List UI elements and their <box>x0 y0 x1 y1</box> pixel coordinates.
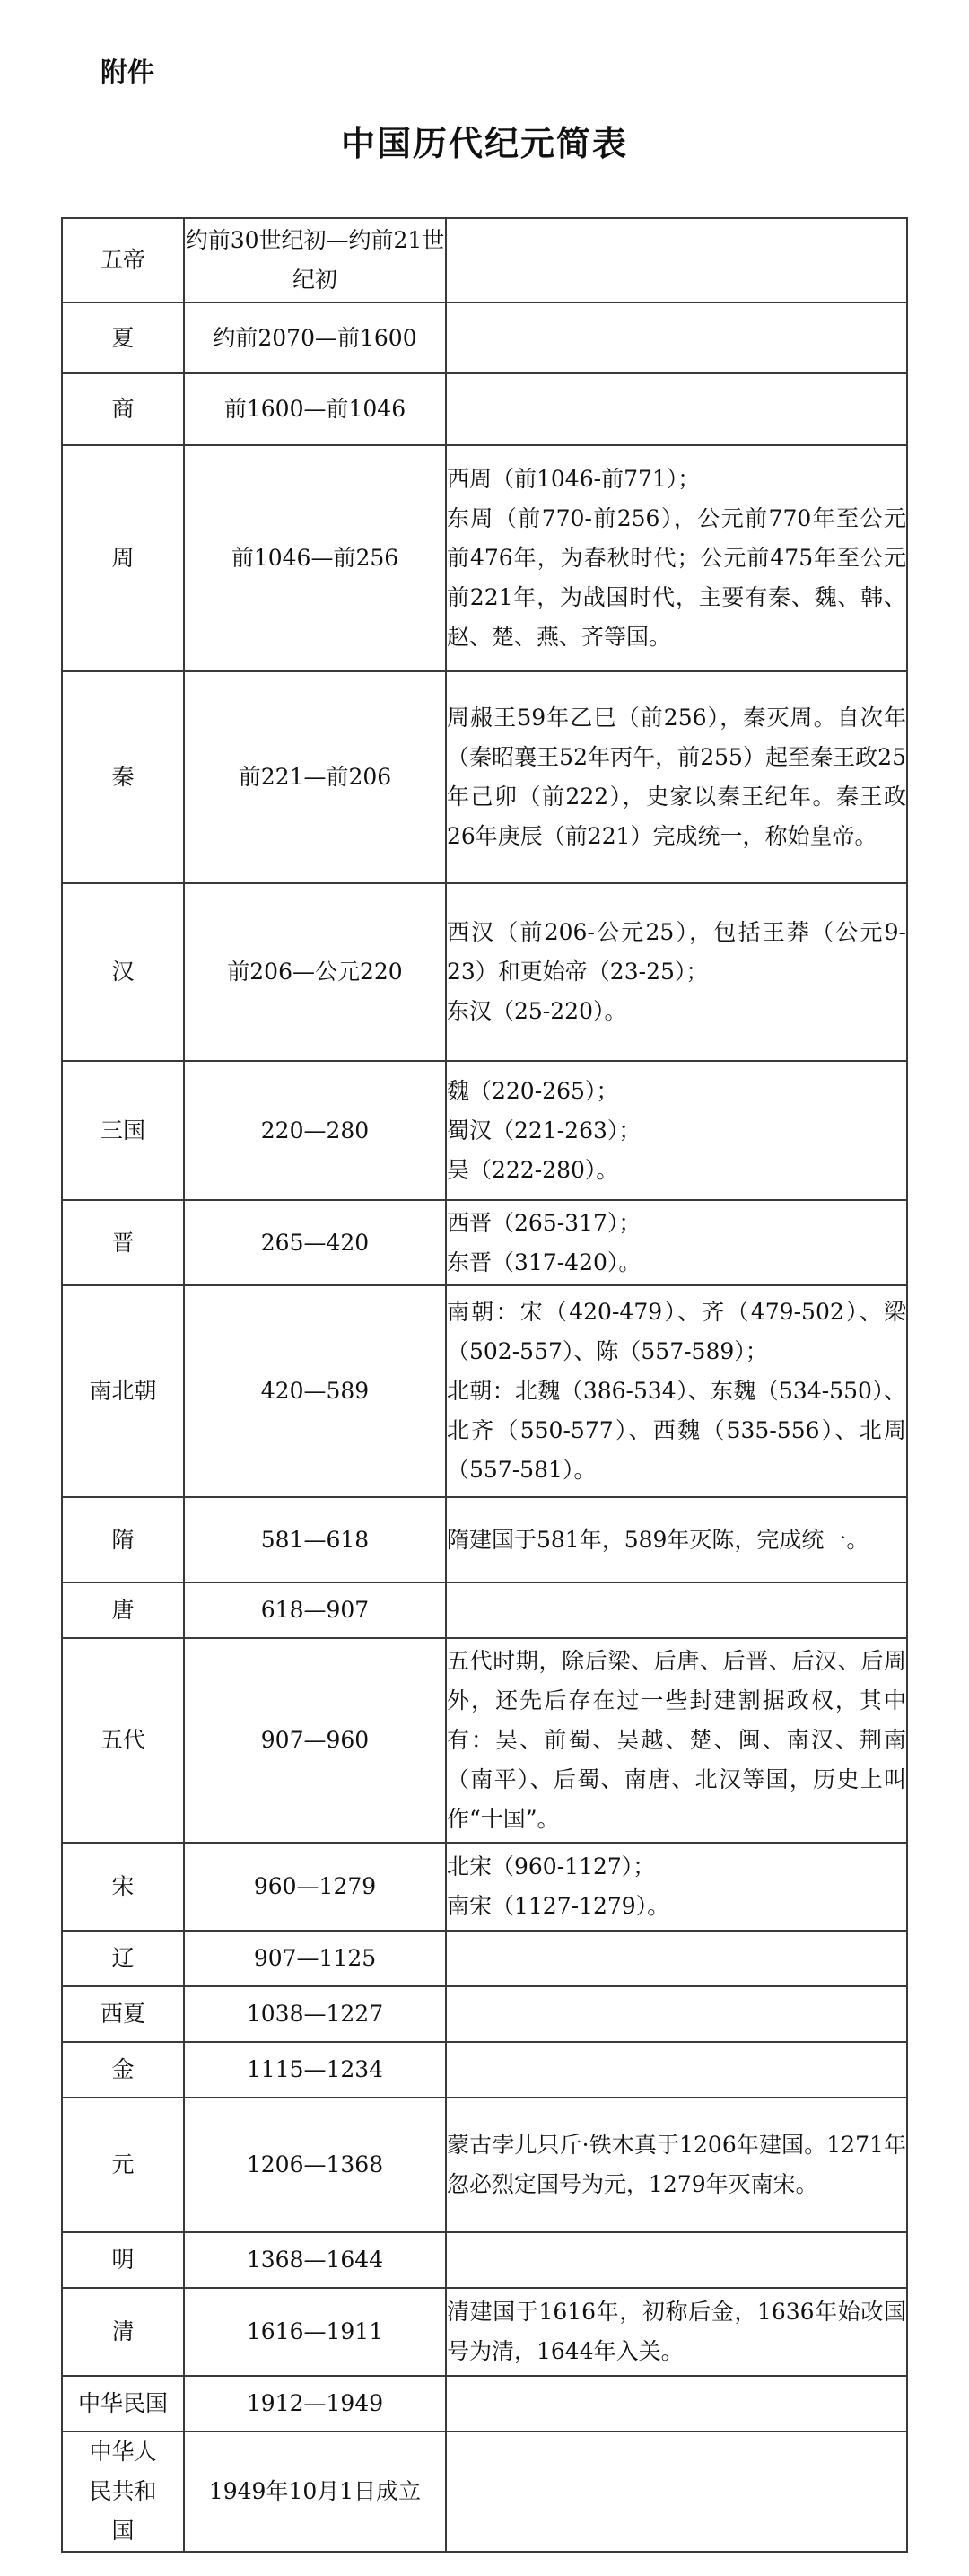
dynasty-period: 960—1279 <box>184 1843 446 1931</box>
dynasty-name: 金 <box>62 2042 184 2098</box>
dynasty-period: 907—960 <box>184 1638 446 1843</box>
dynasty-period: 约前2070—前1600 <box>184 302 446 373</box>
dynasty-name: 周 <box>62 445 184 671</box>
dynasty-note: 西周（前1046-前771）； 东周（前770-前256），公元前770年至公元前476年，为春秋时代；公元前475年至公元前221年，为战国时代，主要有秦、魏、韩、赵、楚、燕、齐等国。 <box>446 445 907 671</box>
dynasty-period: 前221—前206 <box>184 671 446 883</box>
dynasty-period: 581—618 <box>184 1497 446 1582</box>
table-row <box>62 2042 907 2098</box>
dynasty-name: 辽 <box>62 1931 184 1986</box>
dynasty-period: 907—1125 <box>184 1931 446 1986</box>
table-row <box>62 302 907 373</box>
table-row <box>62 1497 907 1582</box>
table-row <box>62 1582 907 1638</box>
dynasty-period: 前1600—前1046 <box>184 373 446 445</box>
table-row <box>62 218 907 302</box>
dynasty-period: 220—280 <box>184 1061 446 1200</box>
dynasty-name: 唐 <box>62 1582 184 1638</box>
dynasty-name: 元 <box>62 2098 184 2232</box>
chronology-table <box>61 217 908 2553</box>
dynasty-period: 618—907 <box>184 1582 446 1638</box>
table-row <box>62 1638 907 1843</box>
dynasty-period: 1949年10月1日成立 <box>184 2431 446 2552</box>
dynasty-note <box>446 2376 907 2431</box>
dynasty-period: 1368—1644 <box>184 2232 446 2288</box>
dynasty-note: 清建国于1616年，初称后金，1636年始改国号为清，1644年入关。 <box>446 2288 907 2376</box>
table-row <box>62 2288 907 2376</box>
dynasty-note: 西汉（前206-公元25），包括王莽（公元9-23）和更始帝（23-25）； 东汉（25-220）。 <box>446 883 907 1061</box>
dynasty-note <box>446 1582 907 1638</box>
dynasty-name: 西夏 <box>62 1986 184 2042</box>
dynasty-note <box>446 2232 907 2288</box>
dynasty-name: 明 <box>62 2232 184 2288</box>
dynasty-note <box>446 2042 907 2098</box>
dynasty-period: 1038—1227 <box>184 1986 446 2042</box>
dynasty-note: 西晋（265-317）； 东晋（317-420）。 <box>446 1200 907 1285</box>
dynasty-note: 隋建国于581年，589年灭陈，完成统一。 <box>446 1497 907 1582</box>
dynasty-note <box>446 2431 907 2552</box>
dynasty-note: 蒙古孛儿只斤·铁木真于1206年建国。1271年忽必烈定国号为元，1279年灭南宋。 <box>446 2098 907 2232</box>
table-row <box>62 2376 907 2431</box>
table-row <box>62 373 907 445</box>
page-title: 中国历代纪元简表 <box>340 124 628 163</box>
dynasty-period: 265—420 <box>184 1200 446 1285</box>
dynasty-note <box>446 1931 907 1986</box>
dynasty-name: 晋 <box>62 1200 184 1285</box>
dynasty-note <box>446 373 907 445</box>
dynasty-note <box>446 218 907 302</box>
table-row <box>62 1061 907 1200</box>
dynasty-period: 1206—1368 <box>184 2098 446 2232</box>
table-row <box>62 445 907 671</box>
dynasty-name: 中华人民共和国 <box>62 2431 184 2552</box>
table-row <box>62 1931 907 1986</box>
table-row <box>62 2431 907 2552</box>
table-row <box>62 1986 907 2042</box>
dynasty-note: 周赧王59年乙巳（前256），秦灭周。自次年（秦昭襄王52年丙午，前255）起至秦王政25年己卯（前222），史家以秦王纪年。秦王政26年庚辰（前221）完成统一，称始皇帝。 <box>446 671 907 883</box>
table-row <box>62 1843 907 1931</box>
dynasty-period: 1115—1234 <box>184 2042 446 2098</box>
table-row <box>62 2098 907 2232</box>
dynasty-period: 前1046—前256 <box>184 445 446 671</box>
table-row <box>62 2232 907 2288</box>
dynasty-name: 中华民国 <box>62 2376 184 2431</box>
table-row <box>62 883 907 1061</box>
dynasty-period: 约前30世纪初—约前21世纪初 <box>184 218 446 302</box>
dynasty-name: 五代 <box>62 1638 184 1843</box>
dynasty-name: 隋 <box>62 1497 184 1582</box>
dynasty-name: 五帝 <box>62 218 184 302</box>
dynasty-period: 1616—1911 <box>184 2288 446 2376</box>
dynasty-period: 1912—1949 <box>184 2376 446 2431</box>
dynasty-note <box>446 1986 907 2042</box>
dynasty-name: 宋 <box>62 1843 184 1931</box>
dynasty-name: 夏 <box>62 302 184 373</box>
table-row <box>62 671 907 883</box>
dynasty-name: 清 <box>62 2288 184 2376</box>
dynasty-note: 魏（220-265）； 蜀汉（221-263）； 吴（222-280）。 <box>446 1061 907 1200</box>
dynasty-period: 420—589 <box>184 1285 446 1497</box>
dynasty-name: 南北朝 <box>62 1285 184 1497</box>
dynasty-note: 五代时期，除后梁、后唐、后晋、后汉、后周外，还先后存在过一些封建割据政权，其中有：吴、前蜀、吴越、楚、闽、南汉、荆南（南平）、后蜀、南唐、北汉等国，历史上叫作“十国”。 <box>446 1638 907 1843</box>
dynasty-name: 秦 <box>62 671 184 883</box>
dynasty-period: 前206—公元220 <box>184 883 446 1061</box>
dynasty-name: 三国 <box>62 1061 184 1200</box>
dynasty-note: 北宋（960-1127）； 南宋（1127-1279）。 <box>446 1843 907 1931</box>
dynasty-note <box>446 302 907 373</box>
dynasty-note: 南朝：宋（420-479）、齐（479-502）、梁（502-557）、陈（557-589）； 北朝：北魏（386-534）、东魏（534-550）、北齐（550-577）、西魏（535-556）、北周（557-581）。 <box>446 1285 907 1497</box>
attachment-label: 附件 <box>100 57 154 89</box>
table-row <box>62 1200 907 1285</box>
dynasty-name: 汉 <box>62 883 184 1061</box>
table-row <box>62 1285 907 1497</box>
dynasty-name: 商 <box>62 373 184 445</box>
